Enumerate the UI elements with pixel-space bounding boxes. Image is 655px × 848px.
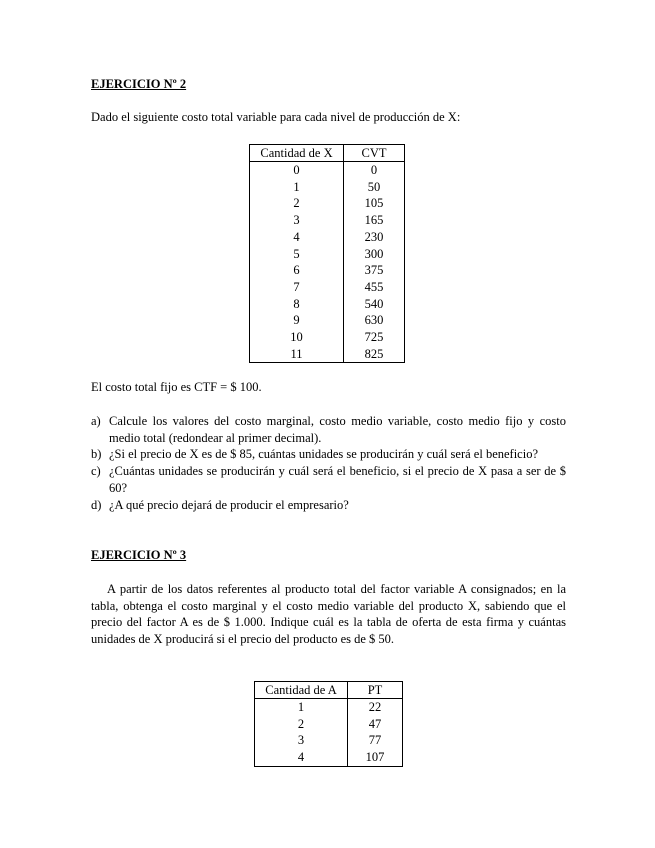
question-marker: d)	[91, 497, 102, 512]
ejercicio-3-heading: EJERCICIO Nº 3	[91, 548, 187, 562]
table-row	[250, 162, 405, 179]
table-row	[255, 749, 403, 766]
table-row	[255, 732, 403, 749]
table-cell: 300	[344, 246, 405, 263]
table-row	[250, 312, 405, 329]
table-row	[250, 195, 405, 212]
table-cell: 2	[255, 716, 348, 733]
table-cell: 10	[250, 329, 344, 346]
table-cell: 105	[344, 195, 405, 212]
table-cell: 375	[344, 262, 405, 279]
table-cell: 8	[250, 296, 344, 313]
table-cell: 630	[344, 312, 405, 329]
table-cell: 725	[344, 329, 405, 346]
table-cell: 3	[250, 212, 344, 229]
table-row	[250, 246, 405, 263]
table-row	[250, 346, 405, 363]
table-cell: 0	[250, 162, 344, 179]
ejercicio-2-intro: Dado el siguiente costo total variable para cada nivel de producción de X:	[91, 110, 461, 124]
table-cell: 6	[250, 262, 344, 279]
table-cell: 50	[344, 179, 405, 196]
ctf-statement: El costo total fijo es CTF = $ 100.	[91, 380, 262, 394]
table-cell: 3	[255, 732, 348, 749]
table-row	[255, 699, 403, 716]
cvt-table	[249, 144, 405, 363]
table-row	[250, 212, 405, 229]
table-cell: 22	[348, 699, 403, 716]
table-cell: 7	[250, 279, 344, 296]
ejercicio-2-heading: EJERCICIO Nº 2	[91, 77, 187, 91]
question-item	[91, 463, 566, 496]
table-cell: 107	[348, 749, 403, 766]
table-row	[250, 279, 405, 296]
question-item	[91, 413, 566, 446]
question-text: ¿Cuántas unidades se producirán y cuál será el beneficio, si el precio de X pasa a ser de $ 60?	[109, 464, 566, 495]
table-cell: 4	[255, 749, 348, 766]
question-text: ¿A qué precio dejará de producir el empresario?	[109, 497, 349, 512]
ejercicio-3-paragraph: A partir de los datos referentes al producto total del factor variable A consignados; en la tabla, obtenga el costo marginal y el costo medio variable del producto X, sabiendo que el precio del factor A es de $ 1.000. Indique cuál es la tabla de oferta de esta firma y cuántas unidades de X producirá si el precio del producto es de $ 50.	[91, 582, 566, 647]
table-cell: 4	[250, 229, 344, 246]
question-marker: c)	[91, 464, 101, 479]
question-text: Calcule los valores del costo marginal, costo medio variable, costo medio fijo y costo medio total (redondear al primer decimal).	[109, 414, 566, 445]
table-cell: 1	[255, 699, 348, 716]
table-cell: 1	[250, 179, 344, 196]
table-header-cell: Cantidad de X	[250, 145, 344, 162]
table-row	[250, 329, 405, 346]
table-row	[250, 179, 405, 196]
table-cell: 9	[250, 312, 344, 329]
table-cell: 2	[250, 195, 344, 212]
question-marker: a)	[91, 414, 101, 428]
table-cell: 0	[344, 162, 405, 179]
table-cell: 165	[344, 212, 405, 229]
table-row	[250, 296, 405, 313]
question-item	[91, 497, 566, 514]
table-header-cell: Cantidad de A	[255, 682, 348, 699]
table-cell: 11	[250, 346, 344, 363]
table-cell: 77	[348, 732, 403, 749]
table-cell: 455	[344, 279, 405, 296]
table-cell: 5	[250, 246, 344, 263]
table-row	[255, 716, 403, 733]
question-marker: b)	[91, 447, 102, 462]
table-cell: 540	[344, 296, 405, 313]
table-cell: 47	[348, 716, 403, 733]
table-header-cell: PT	[348, 682, 403, 699]
question-list	[91, 413, 566, 513]
table-row	[250, 262, 405, 279]
question-item	[91, 446, 566, 463]
table-header-cell: CVT	[344, 145, 405, 162]
question-text: ¿Si el precio de X es de $ 85, cuántas unidades se producirán y cuál será el beneficio?	[109, 447, 538, 462]
pt-table	[254, 681, 403, 767]
table-cell: 825	[344, 346, 405, 363]
table-cell: 230	[344, 229, 405, 246]
table-row	[250, 229, 405, 246]
